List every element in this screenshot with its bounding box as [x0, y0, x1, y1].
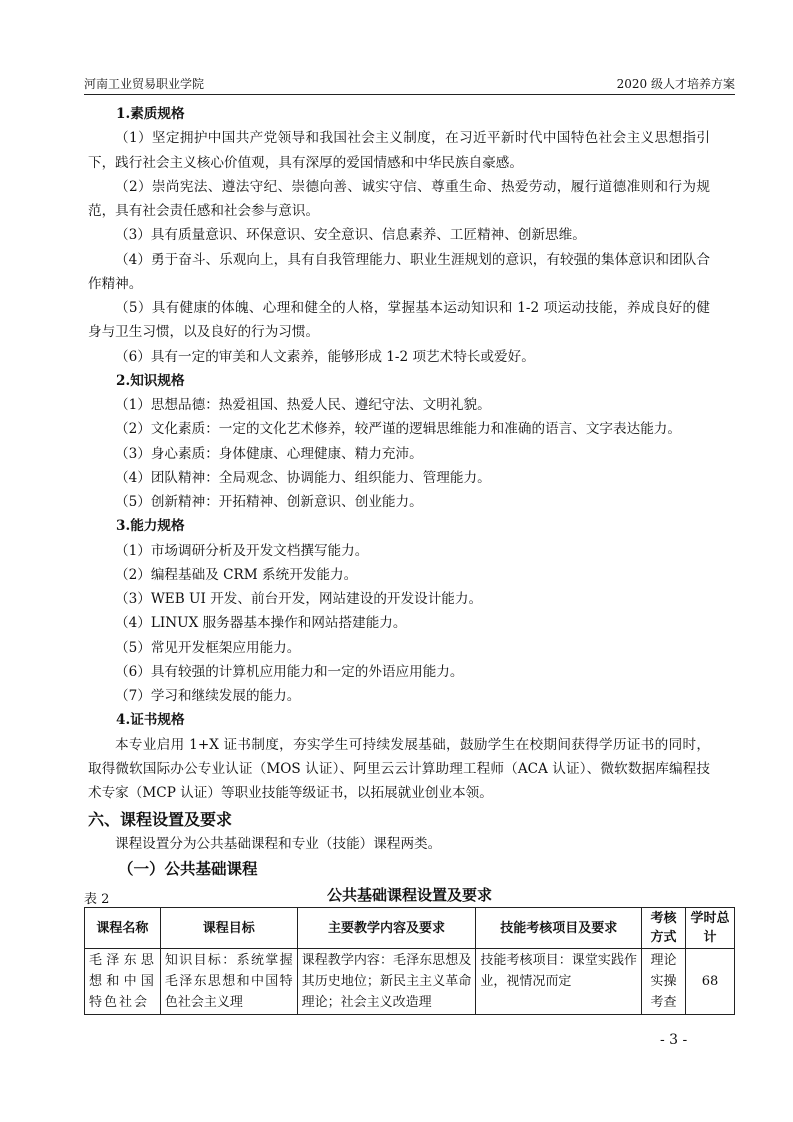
column-header: 技能考核项目及要求 [476, 908, 642, 949]
table-header-row [85, 908, 735, 949]
section-heading: 4.证书规格 [116, 712, 185, 729]
table-caption [84, 884, 735, 906]
page-number: - 3 - [660, 1032, 688, 1048]
table-row [85, 949, 735, 1015]
column-header: 学时总计 [686, 908, 735, 949]
chapter-heading: 六、课程设置及要求 [88, 810, 233, 830]
table-cell: 毛泽东思想和中国特色社会 [85, 949, 161, 1015]
table-cell: 68 [686, 949, 735, 1015]
paragraph: （5）常见开发框架应用能力。 [115, 639, 301, 656]
page-header [84, 75, 735, 95]
column-header: 课程名称 [85, 908, 161, 949]
paragraph: 课程设置分为公共基础课程和专业（技能）课程两类。 [115, 836, 442, 853]
table-title: 公共基础课程设置及要求 [326, 886, 492, 904]
paragraph: （1）市场调研分析及开发文档撰写能力。 [115, 542, 369, 559]
section-heading: 1.素质规格 [116, 106, 185, 122]
paragraph: （3）身心素质：身体健康、心理健康、精力充沛。 [115, 445, 423, 462]
body-content [88, 102, 710, 881]
paragraph: （6）具有较强的计算机应用能力和一定的外语应用能力。 [115, 663, 464, 680]
paragraph: （7）学习和继续发展的能力。 [115, 688, 301, 704]
paragraph: （4）勇于奋斗、乐观向上，具有自我管理能力、职业生涯规划的意识，有较强的集体意识和团队合作精神。 [88, 251, 710, 292]
paragraph: （3）WEB UI 开发、前台开发，网站建设的开发设计能力。 [115, 591, 483, 607]
paragraph: （1）思想品德：热爱祖国、热爱人民、遵纪守法、文明礼貌。 [115, 397, 491, 413]
column-header: 主要教学内容及要求 [297, 908, 476, 949]
table-cell: 技能考核项目：课堂实践作业，视情况而定 [476, 949, 642, 1015]
header-document-title: 2020 级人才培养方案 [616, 77, 735, 91]
section-heading: 2.知识规格 [116, 372, 185, 389]
paragraph: （4）团队精神：全局观念、协调能力、组织能力、管理能力。 [115, 469, 491, 486]
paragraph: （5）具有健康的体魄、心理和健全的人格，掌握基本运动知识和 1-2 项运动技能，养成良好的健身与卫生习惯，以及良好的行为习惯。 [88, 300, 710, 341]
paragraph: （1）坚定拥护中国共产党领导和我国社会主义制度，在习近平新时代中国特色社会主义思想指引下，践行社会主义核心价值观，具有深厚的爱国情感和中华民族自豪感。 [88, 130, 710, 171]
header-institution: 河南工业贸易职业学院 [84, 77, 205, 91]
course-table [84, 907, 735, 1015]
section-heading: 3.能力规格 [116, 518, 185, 535]
subsection-heading: （一）公共基础课程 [118, 858, 258, 878]
table-cell: 知识目标：系统掌握毛泽东思想和中国特色社会主义理 [160, 949, 297, 1015]
paragraph: （2）编程基础及 CRM 系统开发能力。 [115, 566, 358, 583]
column-header: 课程目标 [160, 908, 297, 949]
paragraph: （5）创新精神：开拓精神、创新意识、创业能力。 [115, 494, 423, 510]
table-number: 表 2 [84, 892, 110, 907]
table-cell: 课程教学内容：毛泽东思想及其历史地位；新民主主义革命理论；社会主义改造理 [297, 949, 476, 1015]
table-cell: 理论实操考查 [642, 949, 686, 1015]
column-header: 考核方式 [642, 908, 686, 949]
paragraph: 本专业启用 1+X 证书制度，夯实学生可持续发展基础，鼓励学生在校期间获得学历证书的同时，取得微软国际办公专业认证（MOS 认证）、阿里云云计算助理工程师（ACA 认证）、微软数据库编程技术专家（MCP 认证）等职业技能等级证书，以拓展就业创业本领。 [88, 736, 710, 801]
paragraph: （6）具有一定的审美和人文素养，能够形成 1-2 项艺术特长或爱好。 [115, 348, 535, 365]
paragraph: （4）LINUX 服务器基本操作和网站搭建能力。 [115, 615, 407, 632]
paragraph: （2）文化素质：一定的文化艺术修养，较严谨的逻辑思维能力和准确的语言、文字表达能力。 [115, 421, 681, 438]
paragraph: （2）崇尚宪法、遵法守纪、崇德向善、诚实守信、尊重生命、热爱劳动，履行道德准则和行为规范，具有社会责任感和社会参与意识。 [88, 178, 710, 219]
paragraph: （3）具有质量意识、环保意识、安全意识、信息素养、工匠精神、创新思维。 [115, 227, 586, 244]
